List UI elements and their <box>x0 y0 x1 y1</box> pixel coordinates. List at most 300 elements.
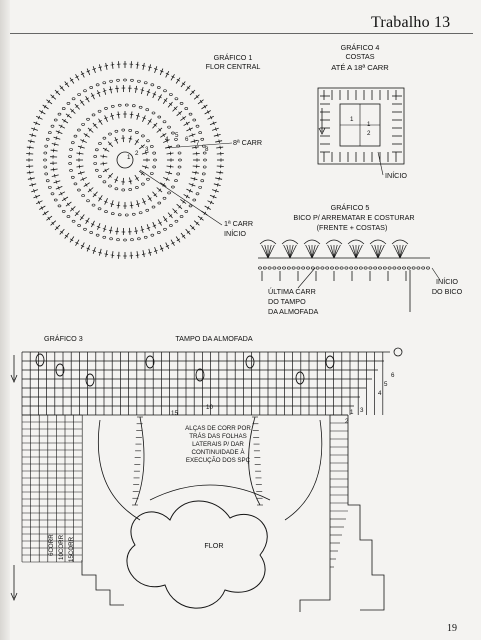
stitch-symbol <box>93 192 98 197</box>
stitch-symbol <box>136 204 139 205</box>
chain-symbol <box>103 181 106 183</box>
stitch-symbol <box>51 150 58 151</box>
stitch-symbol <box>117 228 118 235</box>
leaf-motif <box>296 372 304 384</box>
chain-symbol <box>122 129 125 131</box>
chain-symbol <box>111 213 114 215</box>
chain-symbol <box>306 267 309 269</box>
grafico-5-ultima-label: ÚLTIMA CARR <box>268 287 316 296</box>
stitch-symbol <box>27 147 34 148</box>
stitch-symbol <box>193 166 200 167</box>
chain-symbol <box>103 137 106 139</box>
stitch-symbol <box>135 86 136 93</box>
stitch-symbol <box>167 166 174 167</box>
grafico-3-row-label-6corr: 6CORR <box>48 534 55 556</box>
chain-symbol <box>201 138 204 140</box>
grafico-3-row-label-10corr: 10CORR <box>58 534 65 560</box>
picot-arc <box>260 240 276 244</box>
grafico-4-number: 1 <box>350 116 354 123</box>
chain-symbol <box>378 267 381 269</box>
chain-symbol <box>158 116 161 118</box>
chain-symbol <box>132 213 135 215</box>
stitch-symbol <box>28 178 35 179</box>
chain-symbol <box>137 238 140 240</box>
stitch-symbol <box>108 142 113 147</box>
stitch-symbol <box>142 254 146 255</box>
chain-symbol <box>115 130 118 132</box>
chain-symbol <box>125 104 128 106</box>
fan-stitch <box>268 245 274 258</box>
chain-symbol <box>95 149 98 151</box>
stitch-symbol <box>170 165 171 169</box>
stitch-symbol <box>168 102 172 107</box>
chain-symbol <box>144 82 147 84</box>
chain-symbol <box>407 267 410 269</box>
chain-symbol <box>92 114 95 116</box>
stitch-symbol <box>112 62 113 69</box>
chain-symbol <box>359 267 362 269</box>
fan-stitch <box>284 245 290 258</box>
chain-symbol <box>398 267 401 269</box>
stitch-symbol <box>70 206 75 211</box>
fan-stitch <box>375 245 378 258</box>
chain-symbol <box>67 102 70 104</box>
stitch-symbol <box>28 141 35 142</box>
stitch-symbol <box>55 90 60 95</box>
chain-symbol <box>422 267 425 269</box>
stitch-symbol <box>141 226 143 233</box>
leaf-motif <box>246 356 254 368</box>
stitch-symbol <box>79 165 80 169</box>
chain-symbol <box>144 236 147 238</box>
chain-symbol <box>141 135 144 137</box>
start-ring <box>394 348 402 356</box>
fan-stitch <box>378 245 381 258</box>
chain-symbol <box>203 166 206 168</box>
chain-symbol <box>164 90 167 92</box>
grafico-3-subtitle: TAMPO DA ALMOFADA <box>175 334 253 343</box>
chain-symbol <box>139 106 142 108</box>
fan-stitch <box>331 245 334 258</box>
stitch-symbol <box>117 114 121 115</box>
chain-symbol <box>196 125 199 127</box>
chain-symbol <box>157 231 160 233</box>
stitch-symbol <box>129 177 131 184</box>
grafico-3-note-line: CONTINUIDADE À <box>191 449 245 456</box>
stitch-symbol <box>66 202 72 206</box>
stitch-symbol <box>139 145 145 149</box>
picot-arc <box>370 240 386 244</box>
chain-symbol <box>426 267 429 269</box>
grafico-3-number: 4 <box>378 390 382 397</box>
chain-symbol <box>110 80 113 82</box>
stitch-symbol <box>30 177 31 181</box>
grafico-1-1carr-label: 1ª CARR <box>224 219 254 228</box>
grafico-5-inicio-label2: DO BICO <box>431 287 463 296</box>
stitch-symbol <box>157 188 162 193</box>
chain-symbol <box>96 234 99 236</box>
chain-symbol <box>78 93 81 95</box>
grafico-1-number: 8 <box>205 146 209 153</box>
stitch-symbol <box>131 111 132 118</box>
stitch-symbol <box>106 250 107 257</box>
chain-symbol <box>287 267 290 269</box>
chain-symbol <box>103 82 106 84</box>
chain-symbol <box>54 119 57 121</box>
chain-symbol <box>193 119 196 121</box>
chain-symbol <box>115 188 118 190</box>
stitch-symbol <box>141 90 144 91</box>
leader-line <box>378 152 383 175</box>
chain-symbol <box>132 105 135 107</box>
chain-symbol <box>111 105 114 107</box>
outline <box>300 415 330 612</box>
leaf-motif <box>146 356 154 368</box>
stitch-symbol <box>103 155 104 159</box>
fan-stitch <box>290 245 293 258</box>
chain-symbol <box>321 267 324 269</box>
chain-symbol <box>412 267 415 269</box>
fan-stitch <box>394 245 400 258</box>
picot-arc <box>282 240 298 244</box>
stitch-symbol <box>219 177 220 181</box>
chain-symbol <box>94 155 97 157</box>
grafico-3-number: 3 <box>360 407 364 414</box>
chain-symbol <box>185 210 188 212</box>
grafico-1-number: 5 <box>175 132 179 139</box>
stitch-symbol <box>32 133 33 136</box>
chain-symbol <box>273 267 276 269</box>
stitch-symbol <box>27 172 34 173</box>
grafico-1-number: 3 <box>145 146 149 153</box>
stitch-symbol <box>66 114 72 118</box>
chain-symbol <box>345 267 348 269</box>
chain-symbol <box>94 162 97 164</box>
grafico-3-number: 1 <box>350 409 354 416</box>
stitch-symbol <box>192 172 199 173</box>
chain-symbol <box>189 113 192 115</box>
chain-symbol <box>82 123 85 125</box>
fan-stitch <box>265 245 268 258</box>
step-outline <box>348 415 384 610</box>
chain-symbol <box>178 166 181 168</box>
grafico-4-inicio-label: INÍCIO <box>385 171 407 180</box>
stitch-symbol <box>183 200 185 203</box>
center-ring <box>117 152 133 168</box>
fan-stitch <box>400 245 406 258</box>
stitch-symbol <box>105 65 109 66</box>
chain-symbol <box>152 206 155 208</box>
stitch-symbol <box>117 205 121 206</box>
stitch-symbol <box>196 171 197 175</box>
chain-symbol <box>388 267 391 269</box>
leader-line <box>140 170 222 225</box>
fan-stitch <box>353 245 356 258</box>
chain-symbol <box>297 267 300 269</box>
grafico-5-ultima-label3: DA ALMOFADA <box>268 307 319 316</box>
chain-symbol <box>67 215 70 217</box>
stitch-symbol <box>173 209 178 214</box>
chain-symbol <box>74 183 77 185</box>
stitch-symbol <box>137 62 138 69</box>
stitch-symbol <box>112 251 113 258</box>
chain-symbol <box>364 267 367 269</box>
fan-stitch <box>262 245 268 258</box>
chain-symbol <box>95 169 98 171</box>
chain-symbol <box>58 113 61 115</box>
chain-symbol <box>51 125 54 127</box>
chain-symbol <box>78 224 81 226</box>
chain-symbol <box>69 162 72 164</box>
stitch-symbol <box>118 202 119 209</box>
stitch-symbol <box>177 111 182 116</box>
chain-symbol <box>374 267 377 269</box>
stitch-symbol <box>80 171 81 174</box>
stitch-symbol <box>135 227 136 234</box>
chain-symbol <box>71 176 74 178</box>
picot-arc <box>304 240 320 244</box>
chain-symbol <box>185 107 188 109</box>
step-outline <box>82 560 124 605</box>
grafico-3-number: 5 <box>384 381 388 388</box>
stitch-symbol <box>134 231 138 232</box>
fan-stitch <box>400 245 403 258</box>
stitch-symbol <box>130 114 134 115</box>
grafico-1-title: GRÁFICO 1 <box>213 53 253 62</box>
chain-symbol <box>263 267 266 269</box>
fan-stitch <box>287 245 290 258</box>
fan-stitch <box>290 245 296 258</box>
stitch-symbol <box>141 229 144 230</box>
chain-symbol <box>125 214 128 216</box>
chain-symbol <box>169 93 172 95</box>
stitch-symbol <box>173 106 178 111</box>
stitch-symbol <box>110 86 111 93</box>
chain-symbol <box>154 159 157 161</box>
stitch-symbol <box>194 221 199 226</box>
chain-symbol <box>199 132 202 134</box>
stitch-symbol <box>80 145 81 148</box>
chain-symbol <box>204 159 207 161</box>
stitch-symbol <box>55 225 60 230</box>
chain-symbol <box>354 267 357 269</box>
grafico-5-ultima-label2: DO TAMPO <box>268 297 306 306</box>
fan-stitch <box>309 245 312 258</box>
stitch-symbol <box>80 100 84 106</box>
grafico-3-number: 10 <box>206 404 213 411</box>
stitch-symbol <box>153 123 158 128</box>
stitch-symbol <box>52 175 59 177</box>
chain-symbol <box>96 84 99 86</box>
grafico-3-note-line: EXECUÇÃO DOS SPÇ <box>185 457 251 464</box>
grafico-4-number: 1 <box>367 121 371 128</box>
chain-symbol <box>175 98 178 100</box>
page-number: 19 <box>447 623 457 634</box>
picot-arc <box>392 240 408 244</box>
stitch-symbol <box>219 140 220 144</box>
chain-symbol <box>130 79 133 81</box>
chain-symbol <box>72 98 75 100</box>
chain-symbol <box>139 212 142 214</box>
chain-symbol <box>180 215 183 217</box>
chain-symbol <box>98 110 101 112</box>
chain-symbol <box>98 175 101 177</box>
chain-symbol <box>158 202 161 204</box>
stitch-symbol <box>123 135 124 142</box>
grafico-5-title: GRÁFICO 5 <box>330 203 370 212</box>
stitch-symbol <box>129 136 131 143</box>
chain-symbol <box>122 189 125 191</box>
chain-symbol <box>292 267 295 269</box>
chain-symbol <box>90 231 93 233</box>
chain-symbol <box>199 186 202 188</box>
stitch-symbol <box>93 123 98 128</box>
stitch-symbol <box>168 213 172 218</box>
chain-symbol <box>135 186 138 188</box>
chain-symbol <box>330 267 333 269</box>
stitch-symbol <box>51 169 58 170</box>
chain-symbol <box>44 152 47 154</box>
chain-symbol <box>164 228 167 230</box>
chain-symbol <box>196 193 199 195</box>
stitch-symbol <box>75 211 80 216</box>
chain-symbol <box>110 238 113 240</box>
fan-stitch <box>334 245 340 258</box>
chain-symbol <box>82 195 85 197</box>
chain-symbol <box>152 112 155 114</box>
chain-symbol <box>163 197 166 199</box>
stitch-symbol <box>194 139 195 142</box>
stitch-symbol <box>217 133 218 136</box>
stitch-symbol <box>54 142 55 146</box>
grafico-3-number: 2 <box>345 418 349 425</box>
stitch-symbol <box>76 153 83 154</box>
stitch-symbol <box>65 81 69 87</box>
grafico-1-number: 7 <box>196 140 200 147</box>
chain-symbol <box>90 86 93 88</box>
chain-symbol <box>175 220 178 222</box>
chain-symbol <box>48 132 51 134</box>
stitch-symbol <box>100 156 107 157</box>
grafico-4-subtitle: COSTAS <box>345 52 375 61</box>
stitch-symbol <box>117 85 118 92</box>
chain-symbol <box>124 239 127 241</box>
page-title: Trabalho 13 <box>371 14 451 31</box>
grafico-3-number: 6 <box>391 372 395 379</box>
stitch-symbol <box>136 115 139 116</box>
stitch-symbol <box>129 181 132 182</box>
stitch-symbol <box>108 173 113 178</box>
grafico-5-inicio-label: INÍCIO <box>436 277 458 286</box>
stitch-symbol <box>110 227 111 234</box>
stitch-symbol <box>100 163 107 164</box>
stitch-symbol <box>167 153 174 154</box>
stitch-symbol <box>177 204 182 209</box>
stitch-symbol <box>70 109 75 114</box>
stitch-symbol <box>170 152 171 156</box>
chain-symbol <box>157 86 160 88</box>
grafico-3-row-label-15corr: 15CORR <box>68 536 75 562</box>
stitch-symbol <box>110 204 113 205</box>
stitch-symbol <box>60 86 65 91</box>
stitch-symbol <box>103 90 106 91</box>
stitch-symbol <box>194 95 199 100</box>
chain-symbol <box>103 236 106 238</box>
stitch-symbol <box>216 147 223 148</box>
grafico-1-subtitle: FLOR CENTRAL <box>205 62 261 71</box>
grafico-3-title: GRÁFICO 3 <box>44 334 83 343</box>
chain-symbol <box>146 178 149 180</box>
chain-symbol <box>417 267 420 269</box>
leaf-motif <box>326 356 334 368</box>
chain-symbol <box>45 145 48 147</box>
stitch-symbol <box>148 67 151 68</box>
chain-symbol <box>302 267 305 269</box>
grafico-3-note-line: TRÁS DAS FOLHAS <box>189 433 247 440</box>
stitch-symbol <box>103 162 104 166</box>
chain-symbol <box>117 79 120 81</box>
grafico-3-flor-label: FLOR <box>204 541 224 550</box>
chain-symbol <box>179 159 182 161</box>
grafico-4-subtitle2: ATÉ A 18ª CARR <box>331 63 389 72</box>
flower-outline <box>127 501 267 608</box>
chain-symbol <box>153 152 156 154</box>
chain-symbol <box>72 220 75 222</box>
stitch-symbol <box>193 153 200 154</box>
stitch-symbol <box>76 166 83 167</box>
stitch-symbol <box>65 233 69 239</box>
stitch-symbol <box>143 63 144 70</box>
fan-stitch <box>356 245 362 258</box>
chain-symbol <box>150 172 153 174</box>
chain-symbol <box>44 159 47 161</box>
stitch-symbol <box>54 174 55 178</box>
chain-symbol <box>150 145 153 147</box>
stitch-symbol <box>103 229 106 230</box>
stitch-symbol <box>46 216 52 220</box>
chain-symbol <box>278 267 281 269</box>
chain-symbol <box>151 84 154 86</box>
chain-symbol <box>98 208 101 210</box>
chain-symbol <box>393 267 396 269</box>
chain-symbol <box>70 169 73 171</box>
stitch-symbol <box>79 152 80 156</box>
stitch-symbol <box>183 117 185 120</box>
chain-symbol <box>146 109 149 111</box>
fan-stitch <box>397 245 400 258</box>
stitch-symbol <box>118 111 119 118</box>
chain-symbol <box>46 138 49 140</box>
chain-symbol <box>117 239 120 241</box>
stitch-symbol <box>109 89 113 90</box>
fan-stitch <box>306 245 312 258</box>
chain-symbol <box>130 239 133 241</box>
stitch-symbol <box>30 140 31 144</box>
chain-symbol <box>84 228 87 230</box>
stitch-symbol <box>169 171 170 174</box>
stitch-symbol <box>190 225 195 230</box>
chain-symbol <box>202 173 205 175</box>
chain-symbol <box>105 211 108 213</box>
stitch-symbol <box>181 233 185 239</box>
grafico-1-number: 2 <box>135 150 139 157</box>
stitch-symbol <box>105 254 109 255</box>
stitch-symbol <box>215 141 222 142</box>
grafico-3-note-line: LATERAIS P/ DAR <box>192 441 244 448</box>
chain-symbol <box>77 189 80 191</box>
chain-symbol <box>51 193 54 195</box>
grafico-5-subtitle: BICO P/ ARREMATAR E COSTURAR <box>293 213 415 222</box>
